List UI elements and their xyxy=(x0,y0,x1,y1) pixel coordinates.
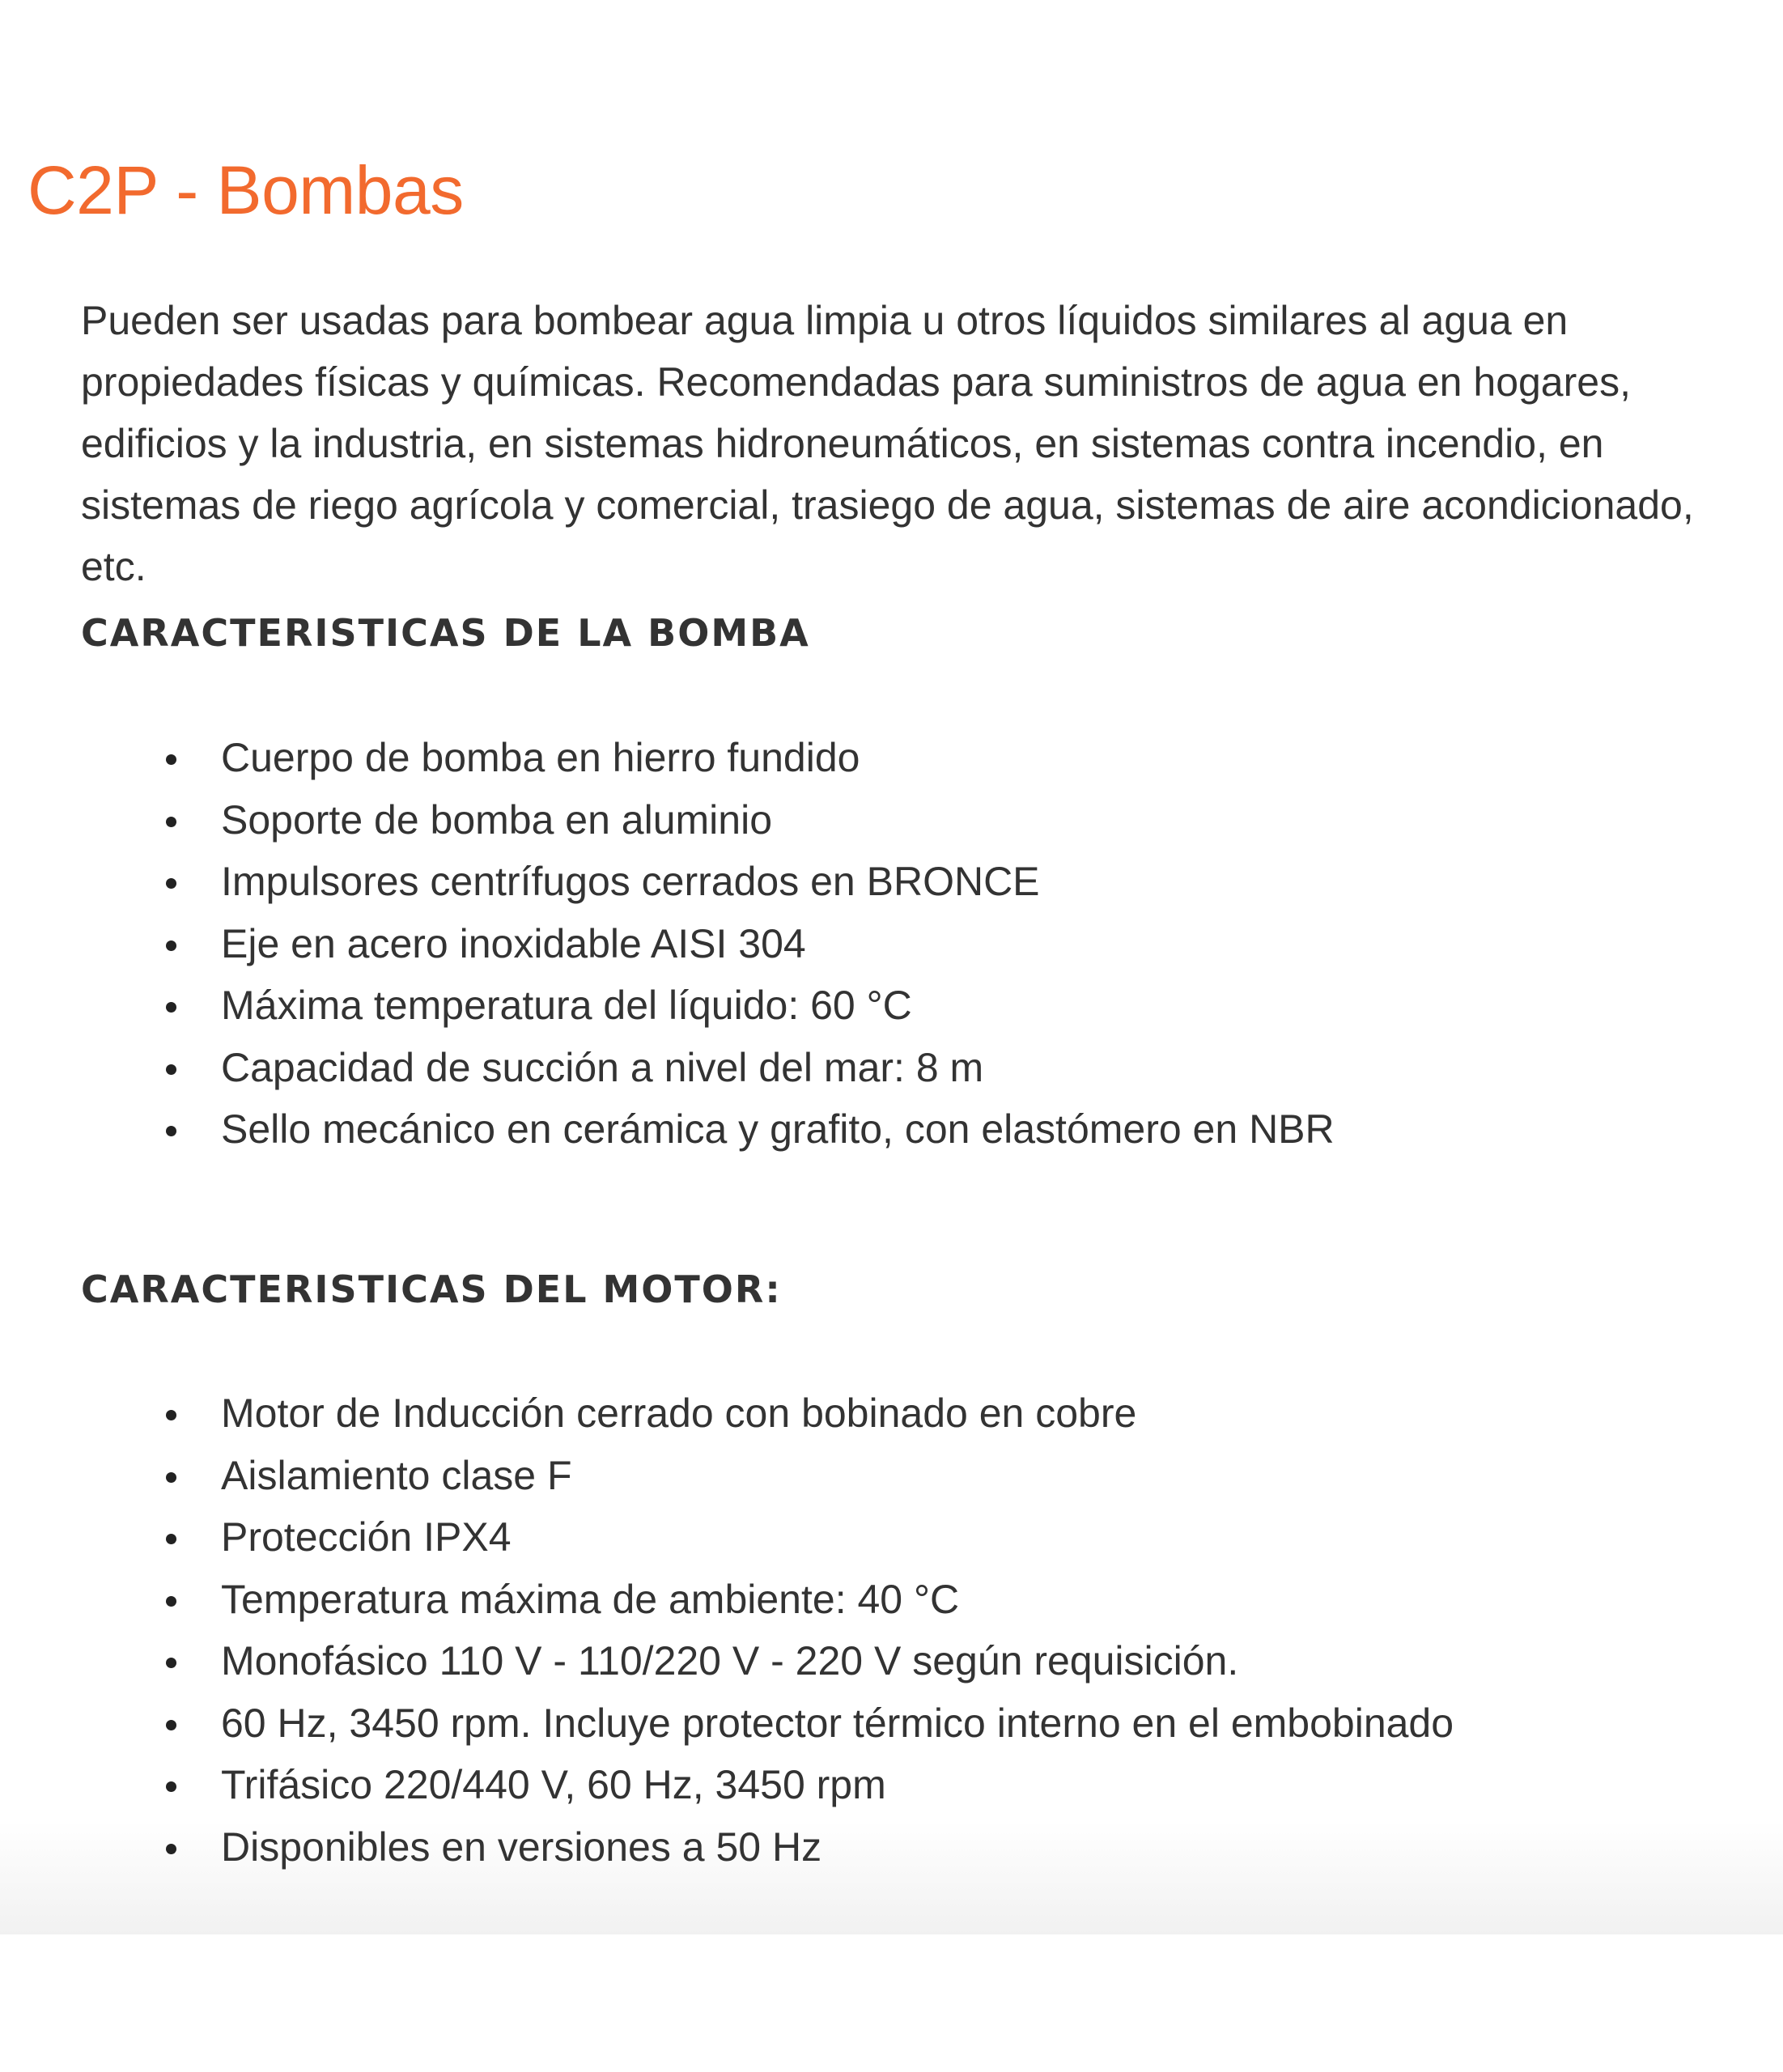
list-item xyxy=(166,974,1335,1037)
list-item-text: Capacidad de succión a nivel del mar: 8 m xyxy=(221,1044,984,1090)
list-item-text: Disponibles en versiones a 50 Hz xyxy=(221,1824,822,1870)
list-item-text: Eje en acero inoxidable AISI 304 xyxy=(221,920,806,966)
bullet-icon xyxy=(166,940,176,951)
list-item xyxy=(166,727,1335,789)
list-item-text: Cuerpo de bomba en hierro fundido xyxy=(221,735,860,780)
pump-features-list xyxy=(166,727,1335,1161)
intro-paragraph: Pueden ser usadas para bombear agua limpia u otros líquidos similares al agua en propiedades físicas y químicas. Recomendadas para suministros de agua en hogares, edificios y la industria, en sistemas hidroneumáticos, en sistemas contra incendio, en sistemas de riego agrícola y comercial, trasiego de agua, sistemas de aire acondicionado, etc. xyxy=(81,298,1694,589)
list-item xyxy=(166,1382,1454,1445)
bullet-icon xyxy=(166,1534,176,1544)
bullet-icon xyxy=(166,1126,176,1136)
bullet-icon xyxy=(166,754,176,765)
bullet-icon xyxy=(166,817,176,827)
list-item xyxy=(166,1445,1454,1507)
pump-features-heading: CARACTERISTICAS DE LA BOMBA xyxy=(81,611,810,655)
list-item xyxy=(166,1506,1454,1569)
list-item xyxy=(166,1569,1454,1631)
list-item xyxy=(166,1816,1454,1879)
list-item xyxy=(166,1098,1335,1161)
bullet-icon xyxy=(166,1781,176,1792)
list-item-text: Sello mecánico en cerámica y grafito, con elastómero en NBR xyxy=(221,1106,1335,1152)
list-item-text: 60 Hz, 3450 rpm. Incluye protector térmico interno en el embobinado xyxy=(221,1700,1454,1746)
list-item-text: Aislamiento clase F xyxy=(221,1452,572,1498)
bullet-icon xyxy=(166,1472,176,1483)
list-item-text: Trifásico 220/440 V, 60 Hz, 3450 rpm xyxy=(221,1762,886,1807)
bullet-icon xyxy=(166,878,176,889)
list-item xyxy=(166,913,1335,975)
page-title: C2P - Bombas xyxy=(28,152,464,228)
bullet-icon xyxy=(166,1410,176,1420)
bullet-icon xyxy=(166,1596,176,1607)
list-item xyxy=(166,789,1335,851)
list-item-text: Monofásico 110 V - 110/220 V - 220 V según requisición. xyxy=(221,1638,1239,1684)
list-item xyxy=(166,1630,1454,1692)
bullet-icon xyxy=(166,1720,176,1730)
list-item-text: Temperatura máxima de ambiente: 40 °C xyxy=(221,1576,960,1622)
list-item xyxy=(166,1037,1335,1099)
list-item xyxy=(166,851,1335,913)
bullet-icon xyxy=(166,1844,176,1854)
list-item-text: Impulsores centrífugos cerrados en BRONCE xyxy=(221,859,1040,904)
list-item-text: Motor de Inducción cerrado con bobinado en cobre xyxy=(221,1391,1137,1436)
bullet-icon xyxy=(166,1064,176,1075)
bullet-icon xyxy=(166,1002,176,1013)
list-item xyxy=(166,1754,1454,1816)
motor-features-list xyxy=(166,1382,1454,1878)
list-item-text: Máxima temperatura del líquido: 60 °C xyxy=(221,983,912,1028)
list-item-text: Protección IPX4 xyxy=(221,1514,512,1560)
list-item-text: Soporte de bomba en aluminio xyxy=(221,796,773,843)
list-item xyxy=(166,1692,1454,1755)
bullet-icon xyxy=(166,1658,176,1668)
motor-features-heading: CARACTERISTICAS DEL MOTOR: xyxy=(81,1267,782,1311)
